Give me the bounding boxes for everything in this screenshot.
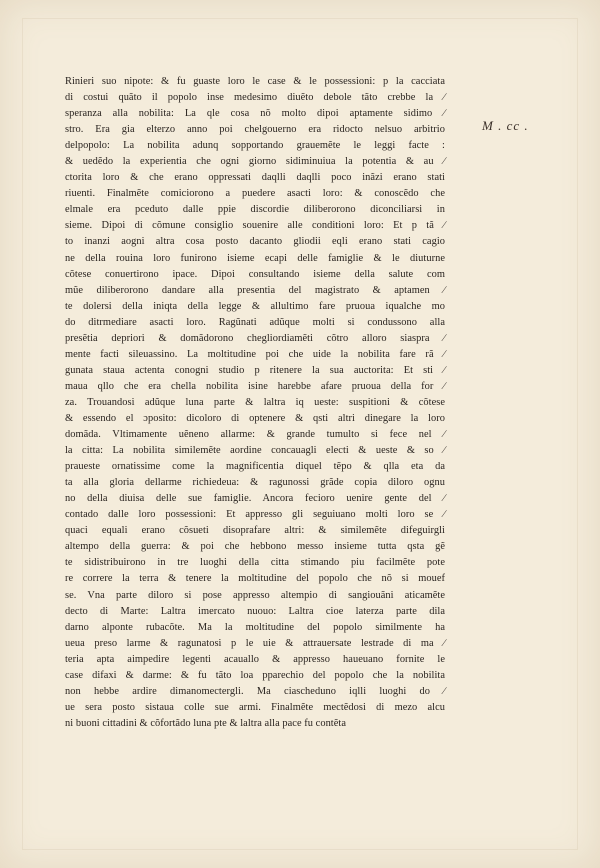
text-line: te sidistribuirono in tre luoghi della citta stimando piu facilmẽte pote <box>65 557 445 569</box>
text-line: do ditrmediare asacti loro. Ragũnati adũque molti si condussono alla <box>65 316 445 328</box>
text-line: non hebbe ardire dimanomectergli. Ma ciascheduno iqlli luoghi do ∕ <box>65 685 445 697</box>
text-block <box>65 74 445 732</box>
text-line: case difaxi & darme: & fu tãto loa pparechio del popolo che la nobilita <box>65 669 445 681</box>
text-line: di costui quãto il popolo inse medesimo diuẽto debole tãto crebbe la ∕ <box>65 92 445 104</box>
text-line: mũe diliberorono dandare alla presentia del magistrato & aptamen ∕ <box>65 284 445 296</box>
text-line: ue sera posto sistaua colle sue armi. Finalmẽte mectẽdosi di mezo alcu <box>65 701 445 713</box>
text-line: ueua preso larme & ragunatosi p le uie & attrauersate lestrade di ma ∕ <box>65 637 445 649</box>
text-line: no della diuisa delle sue famiglie. Ancora fecioro uenire gente del ∕ <box>65 493 445 505</box>
text-line: quaci equali erano cõsueti disoprafare altri: & similemẽte difeguirgli <box>65 525 445 537</box>
text-line: Rinieri suo nipote: & fu guaste loro le case & le possessioni: p la cacciata <box>65 76 445 87</box>
text-line: & uedẽdo la experientia che ogni giorno sidiminuiua la potentia & au ∕ <box>65 156 445 168</box>
text-line: speranza alla nobilita: La qle cosa nõ molto dipoi aptamente sidimo ∕ <box>65 108 445 120</box>
text-line: praueste ornatissime come la magnificentia diquel tẽpo & qlla eta da <box>65 461 445 473</box>
text-line: re correre la terra & tenere la moltitudine del popolo che nõ si mouef <box>65 573 445 585</box>
text-line: ne della rouina loro funirono isieme ecapi delle famiglie & le diuturne <box>65 252 445 264</box>
text-line: altempo della guerra: & poi che hebbono messo insieme tutta qsta gẽ <box>65 541 445 553</box>
text-line: riuenti. Finalmẽte comiciorono a puedere asacti loro: & conoscẽdo che <box>65 188 445 200</box>
text-line: contado dalle loro possessioni: Et appresso gli seguiuano molti loro se ∕ <box>65 509 445 521</box>
text-line: ta alla gloria dellarme richiedeua: & ragunossi grãde copia diloro ognu <box>65 477 445 489</box>
text-line: za. Trouandosi adũque luna parte & laltra iq ueste: suspitioni & cõtese <box>65 396 445 408</box>
text-line: la citta: La nobilita similemẽte aordine concauagli electi & ueste & so ∕ <box>65 445 445 457</box>
marginal-note: M . cc . <box>482 118 529 133</box>
text-line: ctorita loro & che erano oppressati daqlli daqlli poco inãzi erano stati <box>65 172 445 184</box>
text-line: teria apta aimpedire legenti acauallo & appresso haueuano fornite le <box>65 653 445 665</box>
text-line: te dolersi della iniqta della legge & allultimo fare pruoua iqualche mo <box>65 300 445 312</box>
text-line: cõtese conuertirono ipace. Dipoi consultando isieme della salute com <box>65 268 445 280</box>
text-line: ni buoni cittadini & cõfortãdo luna pte & laltra alla pace fu contẽta <box>65 717 347 729</box>
text-line: mente facti sileuassino. La moltitudine poi che uide la nobilita fare rã ∕ <box>65 348 445 360</box>
text-line: se. Vna parte diloro si pose appresso altempio di sangiouãni aticamẽte <box>65 589 445 601</box>
text-line: & essendo el ɔposito: dicoloro di optenere & qsti altri dinegare la loro <box>65 412 445 424</box>
text-line: to inanzi aogni altra cosa posto dacanto gliodii eqli erano stati cagio <box>65 236 445 248</box>
text-line: gunata staua actenta conogni studio p ritenere la sua auctorita: Et sti ∕ <box>65 364 445 376</box>
text-line: darno alponte rubacõte. Ma la moltitudine del popolo similmente ha <box>65 621 445 633</box>
text-line: decto di Marte: Laltra imercato nuouo: Laltra cioe laterza parte dila <box>65 605 445 617</box>
text-line: domãda. Vltimamente uẽneno allarme: & grande tumulto si fece nel ∕ <box>65 429 445 441</box>
text-line: elmale era pceduto dalle ppie discordie diliberorono diconciliarsi in <box>65 204 445 216</box>
text-line: sieme. Dipoi di cõmune consiglio souenire alle conditioni loro: Et p tã ∕ <box>65 220 445 232</box>
text-line: delpopolo: La nobilita adunq sopportando grauemẽte le leggi facte : <box>65 140 445 152</box>
text-line: presẽtia depriori & domãdorono chegliordiamẽti cõtro alloro siaspra ∕ <box>65 332 445 344</box>
text-line: stro. Era gia elterzo anno poi chelgouerno era ridocto nelsuo arbitrio <box>65 124 445 136</box>
text-line: maua qllo che era chella nobilita isine harebbe afare pruoua della for ∕ <box>65 380 445 392</box>
